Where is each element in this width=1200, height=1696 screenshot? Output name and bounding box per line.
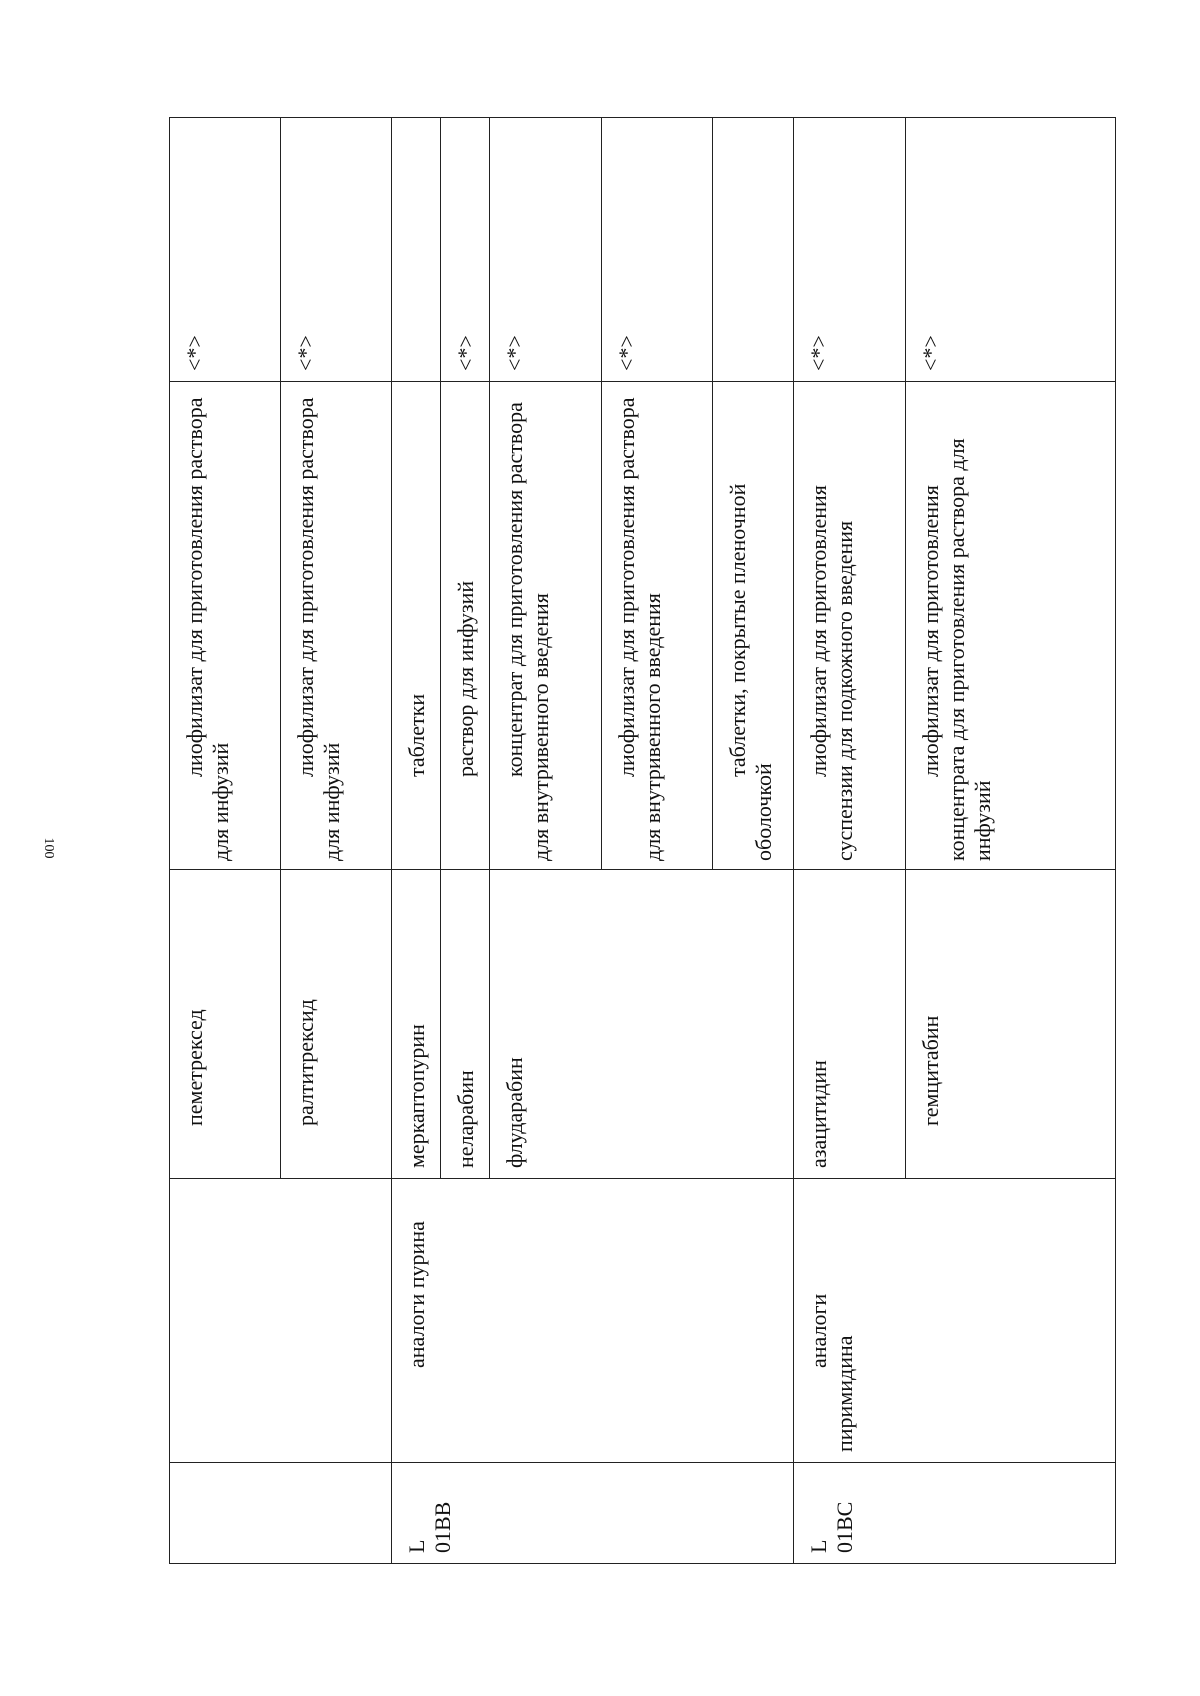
footnote-mark: <*> xyxy=(502,335,527,371)
form-cell xyxy=(490,382,602,870)
table-row xyxy=(392,118,441,1564)
form-cell xyxy=(794,382,906,870)
inn-cell xyxy=(906,870,1116,1179)
form-cell xyxy=(392,382,441,870)
mark-cell xyxy=(281,118,392,382)
form-cell xyxy=(713,382,794,870)
inn-cell xyxy=(170,870,281,1179)
mark-cell xyxy=(602,118,713,382)
dosage-form: раствор для инфузий xyxy=(453,580,478,777)
form-cell xyxy=(281,382,392,870)
inn-cell xyxy=(490,870,794,1179)
dosage-form: лиофилизат для приготовления суспензии для подкожного введения xyxy=(806,485,857,861)
inn-name: пеметрексед xyxy=(182,1009,207,1126)
form-cell xyxy=(906,382,1116,870)
rotated-page-content xyxy=(169,118,1115,1564)
inn-name: азацитидин xyxy=(806,1060,831,1168)
atc-code: L 01BB xyxy=(404,1501,455,1553)
inn-cell xyxy=(441,870,490,1179)
atc-code-cell xyxy=(170,1463,392,1564)
footnote-mark: <*> xyxy=(918,335,943,371)
footnote-mark: <*> xyxy=(182,335,207,371)
inn-cell xyxy=(794,870,906,1179)
mark-cell xyxy=(170,118,281,382)
inn-cell xyxy=(281,870,392,1179)
group-name: аналоги пурина xyxy=(404,1221,429,1368)
dosage-form: лиофилизат для приготовления концентрата для приготовления раствора для инфузий xyxy=(918,438,995,861)
dosage-form: таблетки xyxy=(404,693,429,777)
mark-cell xyxy=(794,118,906,382)
form-cell xyxy=(170,382,281,870)
inn-name: ралтитрексид xyxy=(293,999,318,1126)
form-cell xyxy=(602,382,713,870)
group-cell xyxy=(794,1179,1116,1463)
inn-cell xyxy=(392,870,441,1179)
dosage-form: концентрат для приготовления раствора для внутривенного введения xyxy=(502,402,553,861)
dosage-form: лиофилизат для приготовления раствора для инфузий xyxy=(182,397,233,861)
group-cell xyxy=(170,1179,392,1463)
atc-code: L 01BC xyxy=(806,1501,857,1553)
mark-cell xyxy=(490,118,602,382)
atc-code-cell xyxy=(794,1463,1116,1564)
dosage-form: лиофилизат для приготовления раствора для внутривенного введения xyxy=(614,397,665,861)
mark-cell xyxy=(441,118,490,382)
footnote-mark: <*> xyxy=(293,335,318,371)
group-name: аналоги пиримидина xyxy=(806,1293,857,1452)
dosage-form: таблетки, покрытые пленочной оболочкой xyxy=(725,483,776,861)
inn-name: флударабин xyxy=(502,1057,527,1168)
dosage-form: лиофилизат для приготовления раствора для инфузий xyxy=(293,397,344,861)
inn-name: меркаптопурин xyxy=(404,1024,429,1168)
mark-cell xyxy=(906,118,1116,382)
form-cell xyxy=(441,382,490,870)
inn-name: неларабин xyxy=(453,1070,478,1168)
mark-cell xyxy=(713,118,794,382)
drug-table xyxy=(169,117,1116,1564)
group-cell xyxy=(392,1179,794,1463)
footnote-mark: <*> xyxy=(806,335,831,371)
page-number: 100 xyxy=(41,837,56,859)
table-row xyxy=(794,118,906,1564)
footnote-mark: <*> xyxy=(453,335,478,371)
mark-cell xyxy=(392,118,441,382)
footnote-mark: <*> xyxy=(614,335,639,371)
table-row xyxy=(170,118,281,1564)
inn-name: гемцитабин xyxy=(918,1015,943,1126)
atc-code-cell xyxy=(392,1463,794,1564)
